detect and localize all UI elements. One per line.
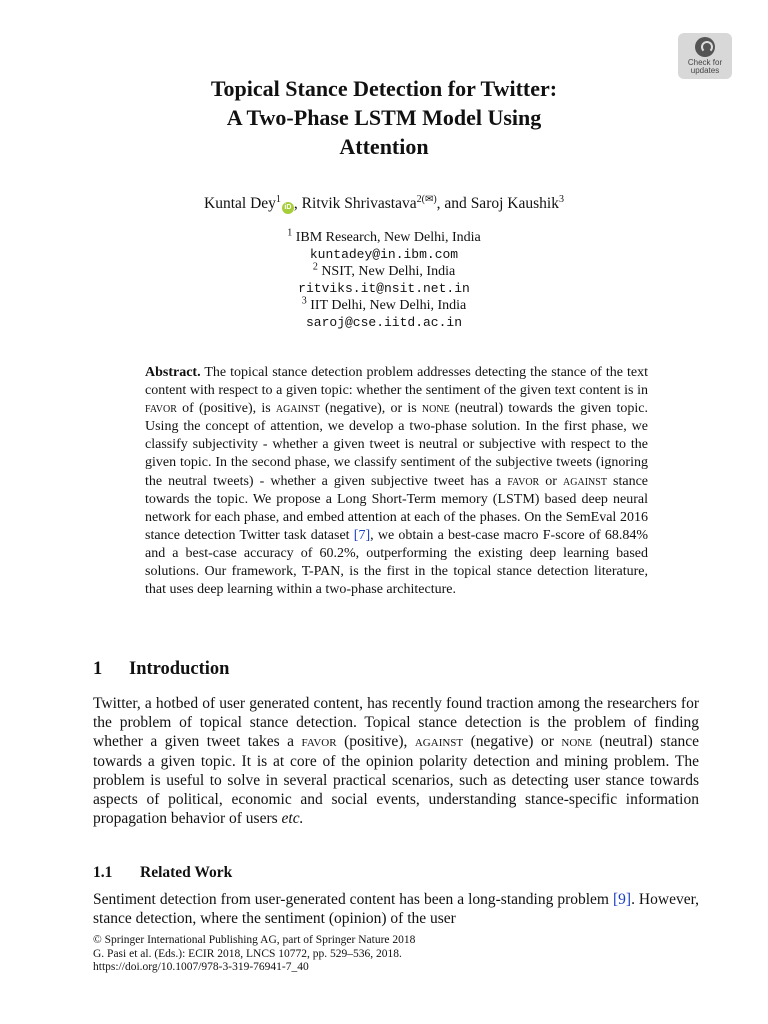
copyright-footer (93, 934, 699, 975)
affiliation-3: $^3$ IIT Delhi, New Delhi, India (301, 295, 467, 313)
paper-title (94, 74, 674, 161)
orcid-icon[interactable]: iD (282, 202, 294, 214)
proceedings-line: G. Pasi et al. (Eds.): ECIR 2018, LNCS 10772, pp. 529–536, 2018. (93, 947, 402, 960)
title-line-3: Attention (339, 134, 429, 159)
author-3: Saroj Kaushik (470, 195, 559, 212)
check-for-updates-badge[interactable] (678, 33, 732, 79)
affiliation-2: $^2$ NSIT, New Delhi, India (312, 261, 456, 279)
citation-link[interactable]: [9] (612, 891, 632, 908)
email-1[interactable]: kuntadey@in.ibm.com (309, 247, 459, 262)
title-line-1: Topical Stance Detection for Twitter: (210, 76, 558, 101)
author-1: Kuntal Dey (204, 195, 276, 212)
badge-text: Check for updates (687, 58, 723, 75)
affiliations (94, 229, 674, 331)
title-line-2: A Two-Phase LSTM Model Using (226, 105, 542, 130)
author-1-affil: 1 (275, 193, 281, 205)
author-list: Kuntal Dey$^1$iD , Ritvik Shrivastava$^{2(✉)}$, and Saroj Kaushik$^3$ (204, 193, 564, 212)
section-heading-related-work: 1.1 Related Work (93, 864, 233, 881)
citation-link[interactable]: [7] (353, 527, 371, 543)
introduction-paragraph: Twitter, a hotbed of user generated content, has recently found traction among the researchers for the problem of topical stance detection. Topical stance detection is the problem of finding whether a given tweet takes a favor (positive), against (negative) or none (neutral) stance towards a given topic. It is at core of the opinion polarity detection and mining problem. The problem is useful to solve in several practical scenarios, such as detecting user stance towards aspects of political, economic and social events, understanding stance-specific information propagation behavior of users etc. (93, 695, 700, 828)
author-3-affil: 3 (558, 193, 564, 205)
email-2[interactable]: ritviks.it@nsit.net.in (298, 281, 470, 296)
doi-link[interactable]: https://doi.org/10.1007/978-3-319-76941-7_40 (93, 961, 309, 974)
author-2: Ritvik Shrivastava (301, 195, 417, 212)
author-2-affil: 2(✉) (416, 193, 437, 205)
email-3[interactable]: saroj@cse.iitd.ac.in (305, 315, 463, 330)
section-heading-introduction: 1 Introduction (93, 659, 230, 679)
affiliation-1: $^1$ IBM Research, New Delhi, India (287, 227, 481, 245)
abstract-label: Abstract. (145, 365, 201, 380)
copyright-line: © Springer International Publishing AG, part of Springer Nature 2018 (93, 934, 416, 946)
related-work-paragraph: Sentiment detection from user-generated content has been a long-standing problem [9]. However, stance detection, where the sentiment (opinion) of the user (93, 891, 699, 928)
check-updates-icon (695, 37, 715, 57)
abstract: Abstract. The topical stance detection problem addresses detecting the stance of the text content with respect to a given topic: whether the sentiment of the given text content is in favor of (positive), is against (negative), or is none (neutral) towards the given topic. Using the concept of attention, we develop a two-phase solution. In the first phase, we classify subjectivity - whether a given tweet is neutral or subjective with respect to the given topic. In the second phase, we classify sentiment of the subjective tweets (ignoring the neutral tweets) - whether a given subjective tweet has a favor or against stance towards the topic. We propose a Long Short-Term memory (LSTM) based deep neural network for each phase, and embed attention at each of the phases. On the SemEval 2016 stance detection Twitter task dataset [7], we obtain a best-case macro F-score of 68.84% and a best-case accuracy of 60.2%, outperforming the existing deep learning based solutions. Our framework, T-PAN, is the first in the topical stance detection literature, that uses deep learning within a two-phase architecture. (145, 365, 649, 598)
